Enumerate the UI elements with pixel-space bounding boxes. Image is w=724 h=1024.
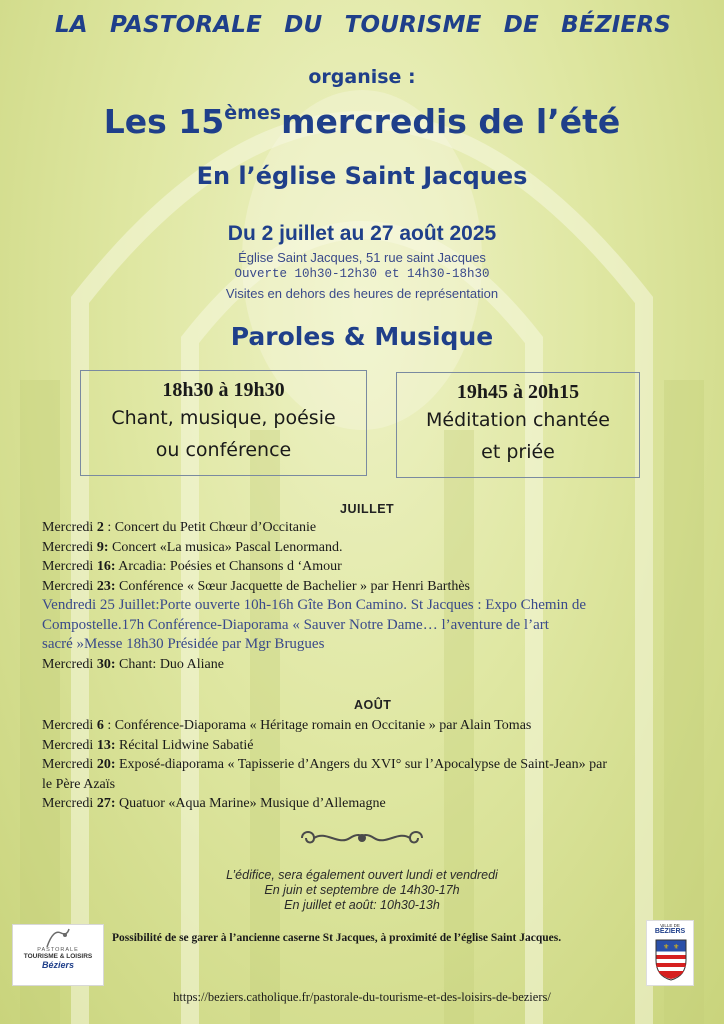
logo-left-line1: PASTORALE — [37, 947, 79, 953]
list-item-friday-line2: Compostelle.17h Conférence-Diaporama « Sauver Notre Dame… l’aventure de l’art — [42, 616, 549, 633]
extra-opening-june-sept: En juin et septembre de 14h30-17h — [264, 883, 460, 897]
schedule-desc-line2: et priée — [481, 441, 555, 463]
visits-note: Visites en dehors des heures de représentation — [225, 286, 499, 301]
schedule-time: 19h45 à 20h15 — [456, 381, 580, 403]
schedule-box-first — [80, 370, 367, 476]
schedule-desc-line1: Méditation chantée — [426, 409, 610, 431]
event-title — [0, 102, 724, 141]
list-item: Mercredi 9: Concert «La musica» Pascal Lenormand. — [42, 539, 343, 555]
schedule-box-second — [396, 372, 640, 478]
event-title-superscript: èmes — [224, 102, 282, 124]
list-item: Mercredi 20: Exposé-diaporama « Tapisserie d’Angers du XVI° sur l’Apocalypse de Saint-Jean» par — [42, 757, 607, 772]
list-item: Mercredi 6 : Conférence-Diaporama « Héritage romain en Occitanie » par Alain Tomas — [42, 718, 532, 733]
extra-opening-july-aug: En juillet et août: 10h30-13h — [284, 898, 440, 912]
extra-opening-note: L’édifice, sera également ouvert lundi et vendredi — [226, 868, 498, 882]
list-item: Mercredi 2 : Concert du Petit Chœur d’Occitanie — [42, 520, 317, 535]
crest-line2: BÉZIERS — [654, 928, 686, 935]
month-heading-july: JUILLET — [340, 502, 395, 516]
organizer-title: LA PASTORALE DU TOURISME DE BÉZIERS — [54, 12, 672, 38]
schedule-time: 18h30 à 19h30 — [162, 379, 285, 401]
list-item: Mercredi 13: Récital Lidwine Sabatié — [42, 737, 254, 753]
pastorale-tourisme-logo — [12, 924, 104, 986]
crest-line1: VILLE DE — [660, 923, 680, 928]
august-program — [42, 716, 692, 814]
parking-note: Possibilité de se garer à l’ancienne caserne St Jacques, à proximité de l’église Saint Jacques. — [112, 932, 562, 944]
list-item: Mercredi 23: Conférence « Sœur Jacquette de Bachelier » par Henri Barthès — [42, 578, 471, 594]
month-heading-august: AOÛT — [354, 698, 392, 712]
list-item: Mercredi 16: Arcadia: Poésies et Chansons d ‘Amour — [42, 559, 342, 574]
logo-left-line2: TOURISME & LOISIRS — [23, 953, 93, 960]
list-item: le Père Azaïs — [42, 776, 116, 792]
list-item-friday: Vendredi 25 Juillet:Porte ouverte 10h-16h Gîte Bon Camino. St Jacques : Expo Chemin de — [42, 597, 587, 613]
ornament-divider-icon — [296, 826, 428, 850]
logo-left-line3: Béziers — [41, 960, 75, 970]
event-title-prefix: Les 15 — [103, 102, 225, 141]
schedule-desc-line1: Chant, musique, poésie — [111, 407, 336, 429]
list-item: Mercredi 30: Chant: Duo Aliane — [42, 656, 224, 672]
svg-text:⚜: ⚜ — [663, 943, 670, 951]
list-item-friday-line3: sacré »Messe 18h30 Présidée par Mgr Brugues — [42, 636, 325, 652]
address: Église Saint Jacques, 51 rue saint Jacques — [238, 250, 486, 265]
opening-hours: Ouverte 10h30-12h30 et 14h30-18h30 — [234, 267, 490, 281]
organise-label: organise : — [308, 66, 416, 88]
svg-text:⚜: ⚜ — [673, 943, 680, 951]
venue-title: En l’église Saint Jacques — [196, 162, 528, 190]
shield-icon — [654, 938, 688, 982]
list-item: Mercredi 27: Quatuor «Aqua Marine» Musique d’Allemagne — [42, 796, 386, 811]
event-title-suffix: mercredis de l’été — [281, 102, 621, 141]
schedule-desc-line2: ou conférence — [155, 439, 292, 461]
website-url[interactable]: https://beziers.catholique.fr/pastorale-du-tourisme-et-des-loisirs-de-beziers/ — [173, 990, 551, 1004]
date-range: Du 2 juillet au 27 août 2025 — [227, 222, 497, 245]
july-program — [42, 518, 692, 674]
logo-figure-icon — [43, 927, 73, 949]
theme-title: Paroles & Musique — [230, 322, 494, 351]
ville-beziers-crest — [646, 920, 694, 986]
